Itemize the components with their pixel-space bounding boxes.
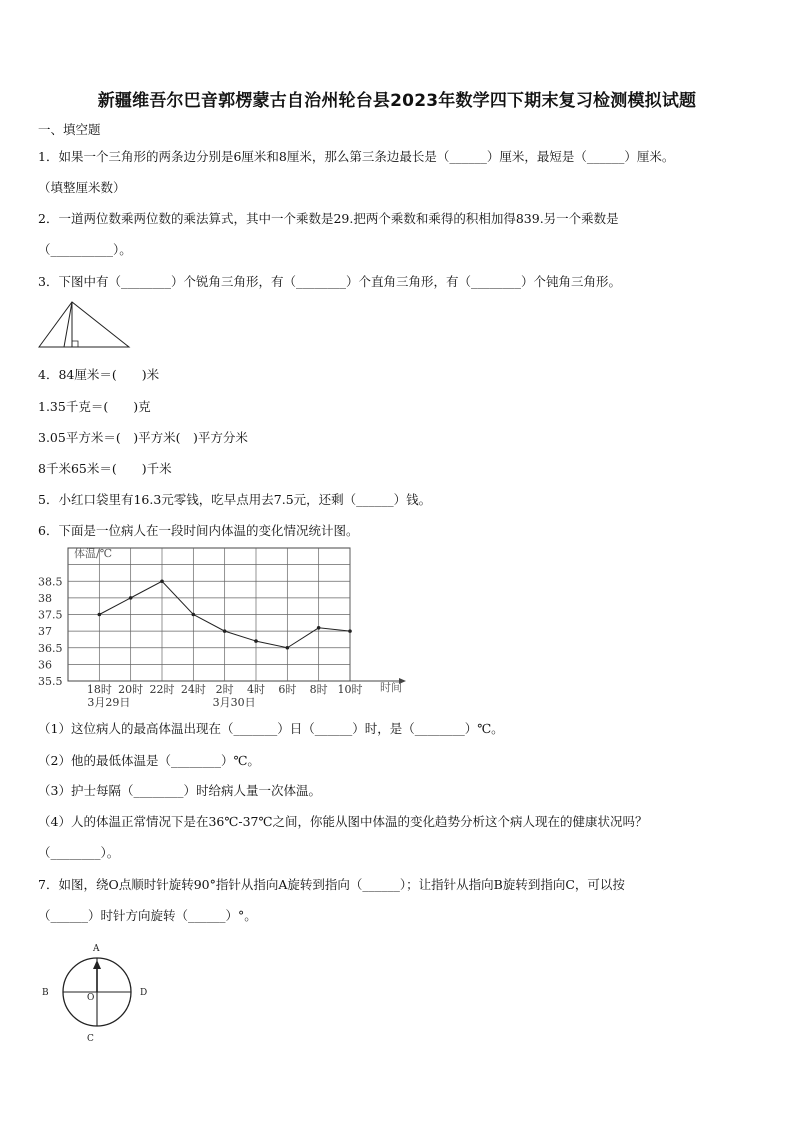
chart-x-axis-label: 时间 xyxy=(380,681,402,694)
chart-date-label: 3月29日 xyxy=(87,696,131,709)
rotation-dial-figure xyxy=(36,938,156,1048)
label-d: D xyxy=(140,988,148,998)
chart-y-tick-label: 35.5 xyxy=(38,675,63,688)
chart-x-tick-label: 20时 xyxy=(118,683,144,696)
chart-x-tick-label: 2时 xyxy=(215,683,234,696)
label-o: O xyxy=(87,993,95,1003)
question-4-line1: 4．84厘米＝( )米 xyxy=(38,367,160,382)
question-1-note: （填整厘米数） xyxy=(38,180,126,195)
chart-data-point xyxy=(160,579,164,583)
triangle-median xyxy=(64,302,72,347)
question-2: 2．一道两位数乘两位数的乘法算式，其中一个乘数是29.把两个乘数和乘得的积相加得839.另一个乘数是 xyxy=(38,211,619,226)
label-a: A xyxy=(93,944,100,954)
label-b: B xyxy=(42,988,49,998)
chart-y-tick-label: 38 xyxy=(38,591,52,605)
question-4-line3: 3.05平方米＝( )平方米( )平方分米 xyxy=(38,430,248,445)
chart-y-tick-label: 36.5 xyxy=(38,641,63,655)
question-6: 6．下面是一位病人在一段时间内体温的变化情况统计图。 xyxy=(38,523,359,538)
question-6-sub4-blank: （________）。 xyxy=(38,845,120,860)
question-6-sub3: （3）护士每隔（________）时给病人量一次体温。 xyxy=(38,783,321,798)
chart-y-tick-label: 37.5 xyxy=(38,608,63,622)
question-4-line2: 1.35千克＝( )克 xyxy=(38,399,151,414)
question-3: 3．下图中有（________）个锐角三角形，有（________）个直角三角形，有（________）个钝角三角形。 xyxy=(38,274,621,289)
chart-x-tick-label: 10时 xyxy=(337,683,363,696)
question-6-sub1: （1）这位病人的最高体温出现在（_______）日（______）时，是（________）℃。 xyxy=(38,721,504,736)
chart-data-point xyxy=(286,646,290,650)
question-1: 1．如果一个三角形的两条边分别是6厘米和8厘米，那么第三条边最长是（______）厘米，最短是（______）厘米。 xyxy=(38,149,675,164)
chart-data-point xyxy=(223,629,227,633)
temperature-line-chart xyxy=(30,542,420,710)
chart-data-point xyxy=(254,639,258,643)
question-7: 7．如图，绕O点顺时针旋转90°指针从指向A旋转到指向（______）；让指针从指向B旋转到指向C，可以按 xyxy=(38,877,625,892)
chart-data-point xyxy=(348,629,352,633)
chart-y-axis-label: 体温/℃ xyxy=(74,547,113,560)
page-title: 新疆维吾尔巴音郭楞蒙古自治州轮台县2023年数学四下期末复习检测模拟试题 xyxy=(97,91,697,111)
chart-x-tick-label: 22时 xyxy=(149,683,175,696)
triangle-figure xyxy=(36,300,136,352)
section-heading: 一、填空题 xyxy=(38,122,101,137)
pointer-arrowhead-icon xyxy=(93,960,101,969)
question-5: 5．小红口袋里有16.3元零钱，吃早点用去7.5元，还剩（______）钱。 xyxy=(38,492,432,507)
chart-x-tick-label: 18时 xyxy=(86,683,112,696)
chart-data-point xyxy=(317,626,321,630)
triangle-outline xyxy=(39,302,129,347)
chart-data-point xyxy=(129,596,133,600)
question-2-blank: （__________）。 xyxy=(38,242,132,257)
chart-y-tick-label: 36 xyxy=(38,658,52,672)
chart-x-tick-label: 4时 xyxy=(247,683,265,696)
chart-data-point xyxy=(98,613,102,617)
chart-data-point xyxy=(192,613,196,617)
label-c: C xyxy=(87,1034,94,1044)
chart-x-tick-label: 24时 xyxy=(180,683,206,696)
question-7-line2: （______）时针方向旋转（______）°。 xyxy=(38,908,257,923)
chart-x-tick-label: 8时 xyxy=(309,683,328,696)
chart-y-tick-label: 38.5 xyxy=(38,575,63,589)
chart-y-tick-label: 37 xyxy=(38,625,52,639)
question-6-sub2: （2）他的最低体温是（________）℃。 xyxy=(38,753,260,768)
question-4-line4: 8千米65米＝( )千米 xyxy=(38,461,172,476)
chart-date-label: 3月30日 xyxy=(212,696,256,709)
question-6-sub4: （4）人的体温正常情况下是在36℃-37℃之间，你能从图中体温的变化趋势分析这个病人现在的健康状况吗？ xyxy=(38,814,648,829)
right-angle-mark xyxy=(72,341,78,347)
chart-x-tick-label: 6时 xyxy=(278,683,297,696)
